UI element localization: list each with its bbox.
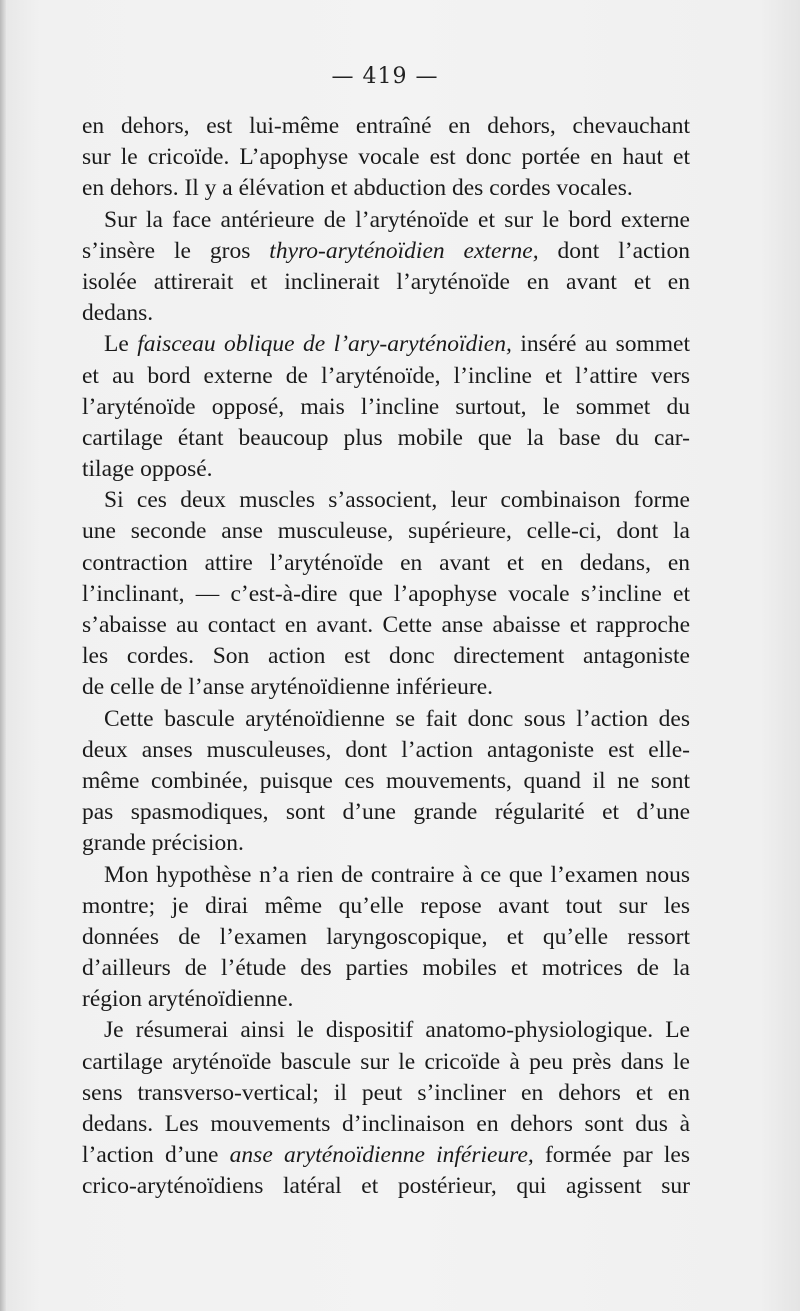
text-line: les cordes. Son action est donc directement antagoniste [82,643,690,670]
text-line: s’abaisse au contact en avant. Cette anse abaisse et rapproche [82,612,690,638]
text-line: données de l’examen laryngoscopique, et qu’elle ressort [82,923,690,950]
body-text [82,111,690,1203]
text-line: s’insère le gros thyro-aryténoïdien externe, dont l’action [82,237,690,264]
italic-term: anse aryténoïdienne inférieure, [229,1142,534,1169]
text-line: l’inclinant, — c’est-à-dire que l’apophyse vocale s’incline et [82,580,690,607]
text-line: dedans. Les mouvements d’inclinaison en dehors sont dus à [82,1111,690,1137]
text-line: deux anses musculeuses, dont l’action antagoniste est elle- [82,736,690,763]
text-line: en dehors. Il y a élévation et abduction des cordes vocales. [82,175,633,202]
text-line: et au bord externe de l’aryténoïde, l’incline et l’attire vers [82,362,690,389]
text-line: Si ces deux muscles s’associent, leur combinaison forme [104,487,690,514]
text-line: Mon hypothèse n’a rien de contraire à ce que l’examen nous [104,861,690,888]
text-line: l’aryténoïde opposé, mais l’incline surtout, le sommet du [82,393,690,420]
text-line: sens transverso-vertical; il peut s’incliner en dehors et en [82,1079,690,1106]
text-line: dedans. [82,300,154,327]
text-line: contraction attire l’aryténoïde en avant et en dedans, en [82,549,690,576]
text-line: montre; je dirai même qu’elle repose avant tout sur les [82,892,690,919]
text-line: Cette bascule aryténoïdienne se fait donc sous l’action des [104,705,690,732]
text-line: Je résumerai ainsi le dispositif anatomo-physiologique. Le [104,1017,690,1044]
text-line: Le faisceau oblique de l’ary-aryténoïdien, inséré au sommet [104,331,690,358]
text-line: sur le cricoïde. L’apophyse vocale est donc portée en haut et [82,144,690,171]
text-line: une seconde anse musculeuse, supérieure, celle-ci, dont la [82,518,690,545]
italic-term: faisceau oblique de l’ary-aryténoïdien, [137,331,512,358]
text-line: cartilage étant beaucoup plus mobile que la base du car- [82,424,690,451]
text-line: grande précision. [82,830,244,857]
text-line: Sur la face antérieure de l’aryténoïde et sur le bord externe [104,206,690,233]
text-line: région aryténoïdienne. [82,986,294,1013]
italic-term: thyro-aryténoïdien externe, [269,237,539,264]
text-line: crico-aryténoïdiens latéral et postérieur, qui agissent sur [82,1173,690,1200]
text-line: de celle de l’anse aryténoïdienne inférieure. [82,674,494,701]
page-number: — 419 — [331,64,439,89]
text-line: même combinée, puisque ces mouvements, quand il ne sont [82,767,690,794]
text-line: cartilage aryténoïde bascule sur le cricoïde à peu près dans le [82,1048,690,1075]
text-line: isolée attirerait et inclinerait l’aryténoïde en avant et en [82,268,690,295]
text-line: en dehors, est lui-même entraîné en dehors, chevauchant [82,113,690,139]
text-line: tilage opposé. [82,456,213,483]
text-line: d’ailleurs de l’étude des parties mobiles et motrices de la [82,955,690,982]
text-line: l’action d’une anse aryténoïdienne inférieure, formée par les [82,1142,690,1169]
text-line: pas spasmodiques, sont d’une grande régularité et d’une [82,799,690,826]
